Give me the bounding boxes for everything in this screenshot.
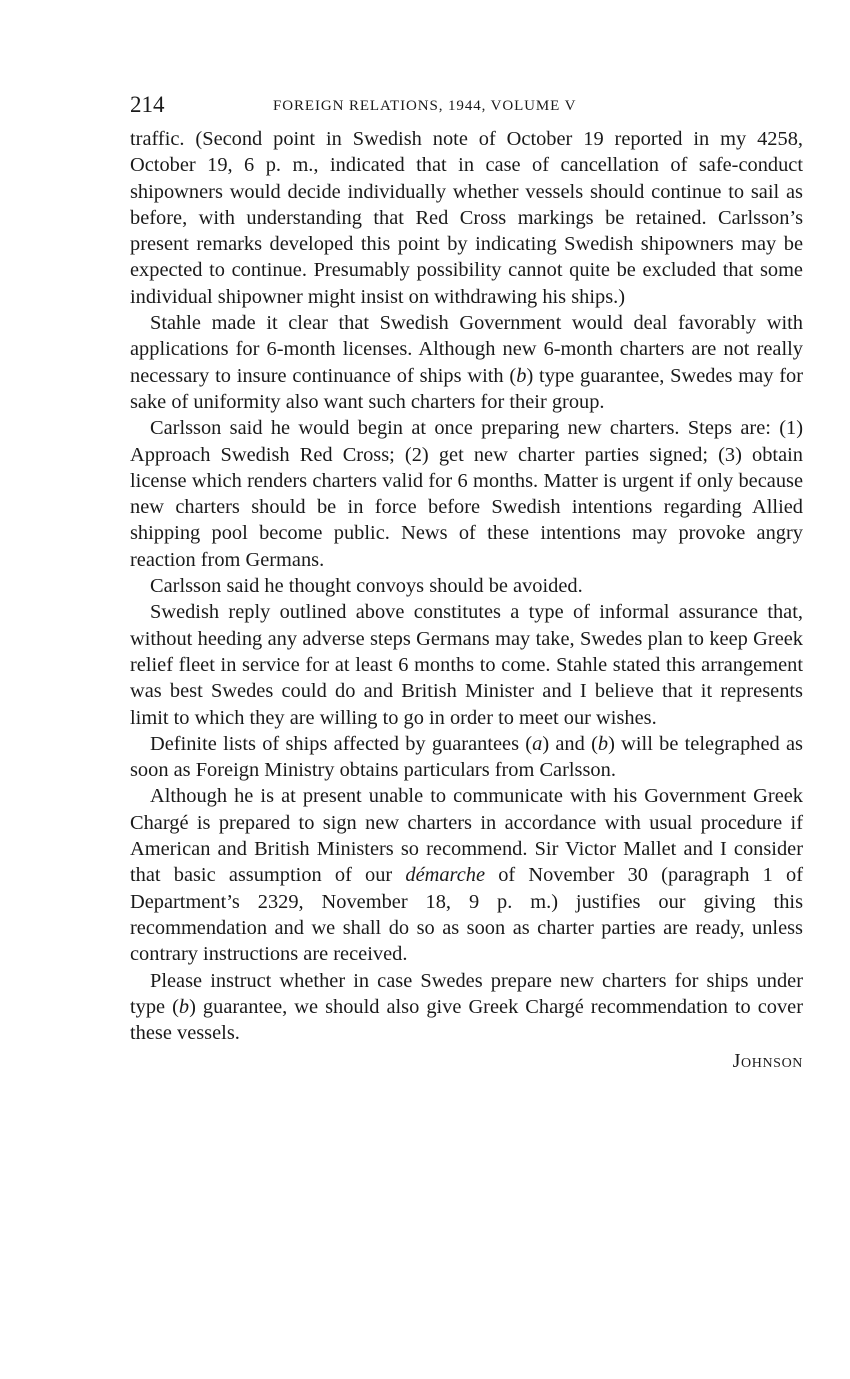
paragraph-text: ) will be telegraphed as soon as Foreign Ministry obtains particulars from Carlsson. <box>130 732 803 782</box>
paragraph <box>130 599 803 730</box>
paragraph-text: Carlsson said he would begin at once preparing new charters. Steps are: (1) Approach Swedish Red Cross; (2) get new charter parties signed; (3) obtain license which renders charters valid for 6 months. Matter is urgent if only because new charters should be in force before Swedish intentions regarding Allied shipping pool become public. News of these intentions may provoke angry reaction from Germans. <box>130 417 803 571</box>
running-title: FOREIGN RELATIONS, 1944, VOLUME V <box>273 98 577 114</box>
paragraph <box>130 573 803 599</box>
document-page <box>130 90 803 1074</box>
signature: Johnson <box>732 1050 803 1073</box>
paragraph-text: ) and ( <box>542 732 598 755</box>
paragraph-text: traffic. (Second point in Swedish note of October 19 reported in my 4258, October 19, 6 p. m., indicated that in case of cancellation of safe-conduct shipowners would decide individually whether vessels should continue to sail as before, with understanding that Red Cross markings be retained. Carlsson’s present remarks developed this point by indicating Swedish shipowners may be expected to continue. Presumably possibility cannot quite be excluded that some individual shipowner might insist on withdrawing his ships.) <box>130 128 803 308</box>
paragraph-text: ) guarantee, we should also give Greek Chargé recommendation to cover these vessels. <box>130 995 803 1045</box>
paragraph-text: Stahle made it clear that Swedish Government would deal favorably with applications for 6-month licenses. Although new 6-month charters are not really necessary to insure continuance of ships with ( <box>130 312 803 387</box>
italic-text: b <box>178 995 190 1018</box>
paragraph-text: Please instruct whether in case Swedes prepare new charters for ships under type ( <box>130 969 803 1018</box>
paragraph <box>130 968 803 1047</box>
paragraph-text: Although he is at present unable to communicate with his Government Greek Chargé is prepared to sign new charters in accordance with usual procedure if American and British Ministers so recommend. Sir Victor Mallet and I consider that basic assumption of our <box>130 785 803 887</box>
paragraph-text: of November 30 (paragraph 1 of Department’s 2329, November 18, 9 p. m.) justifies our giving this recommendation and we shall do so as soon as charter parties are ready, unless contrary instructions are received. <box>130 864 803 966</box>
paragraph <box>130 415 803 573</box>
paragraph-text: Swedish reply outlined above constitutes a type of informal assurance that, without heeding any adverse steps Germans may take, Swedes plan to keep Greek relief fleet in service for at least 6 months to come. Stahle stated this arrangement was best Swedes could do and British Minister and I believe that it represents limit to which they are willing to go in order to meet our wishes. <box>130 601 803 729</box>
paragraph <box>130 126 803 310</box>
italic-text: b <box>516 364 527 387</box>
paragraph <box>130 310 803 415</box>
paragraph <box>130 731 803 784</box>
paragraph <box>130 783 803 967</box>
running-header <box>130 90 803 126</box>
paragraph-text: Definite lists of ships affected by guarantees ( <box>150 732 533 755</box>
italic-text: b <box>597 732 609 755</box>
body-text <box>130 126 803 1046</box>
paragraph-text: Carlsson said he thought convoys should be avoided. <box>150 575 583 598</box>
italic-text: a <box>532 732 543 755</box>
paragraph-text: ) type guarantee, Swedes may for sake of uniformity also want such charters for their group. <box>130 364 804 413</box>
italic-text: démarche <box>405 864 486 887</box>
page-number: 214 <box>130 92 165 117</box>
